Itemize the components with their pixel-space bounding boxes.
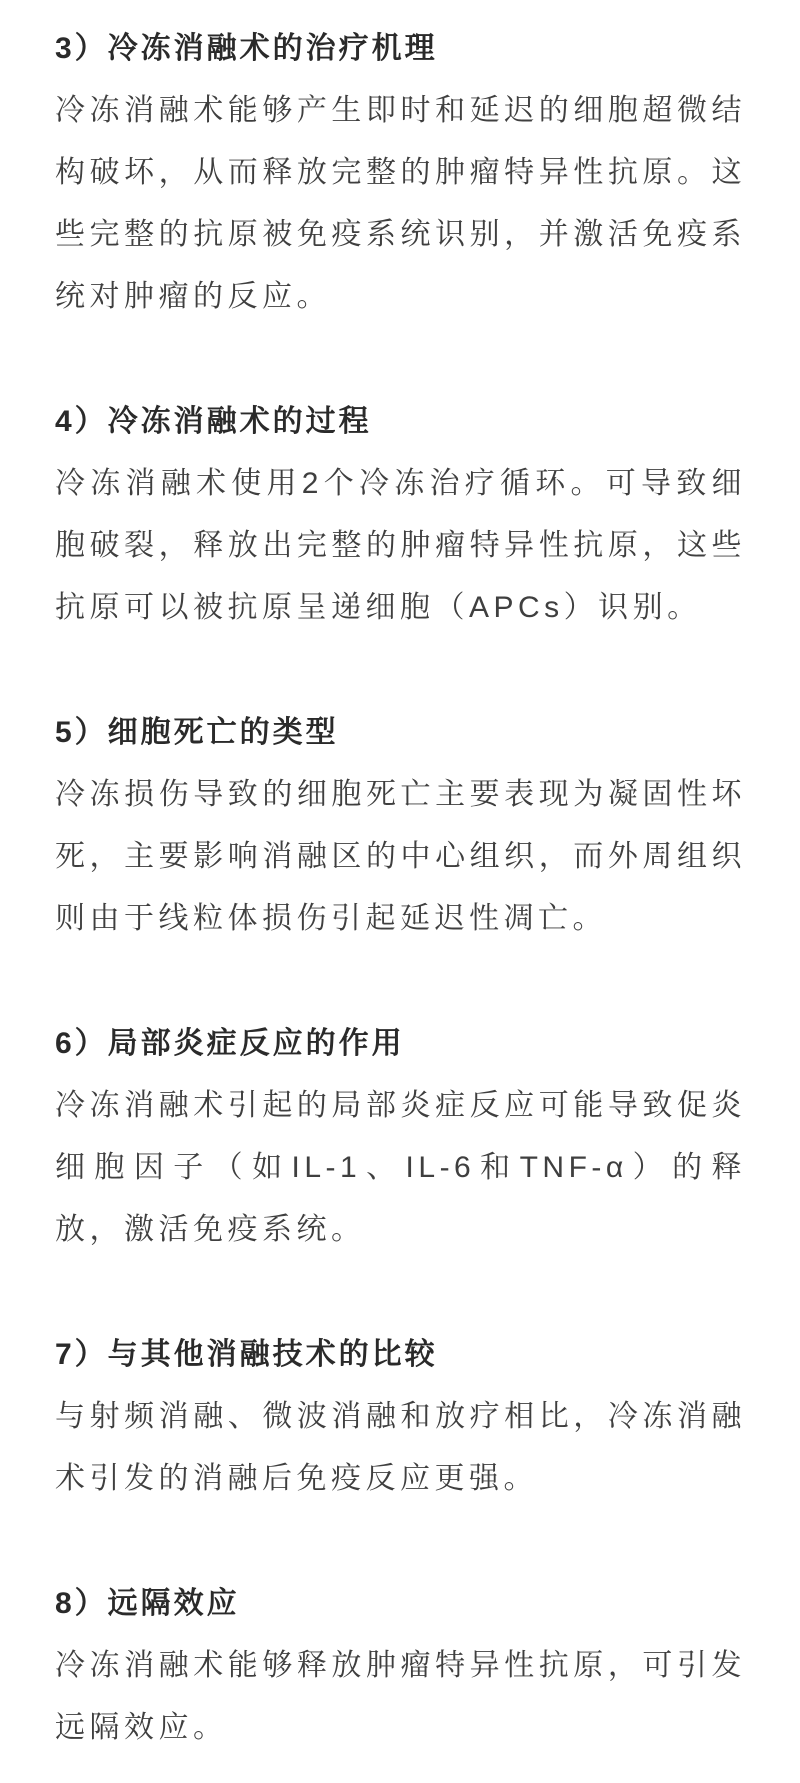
section-heading: 6）局部炎症反应的作用 xyxy=(55,1027,405,1060)
section-body: 冷冻损伤导致的细胞死亡主要表现为凝固性坏死，主要影响消融区的中心组织，而外周组织则由于线粒体损伤引起延迟性凋亡。 xyxy=(55,778,746,935)
section-heading: 4）冷冻消融术的过程 xyxy=(55,405,372,438)
section-4 xyxy=(55,391,746,639)
section-heading: 5）细胞死亡的类型 xyxy=(55,716,339,749)
section-heading: 7）与其他消融技术的比较 xyxy=(55,1338,438,1371)
section-6 xyxy=(55,1013,746,1261)
section-body: 与射频消融、微波消融和放疗相比，冷冻消融术引发的消融后免疫反应更强。 xyxy=(55,1400,746,1495)
section-3 xyxy=(55,18,746,328)
section-body: 冷冻消融术能够释放肿瘤特异性抗原，可引发远隔效应。 xyxy=(55,1649,746,1744)
section-heading: 3）冷冻消融术的治疗机理 xyxy=(55,32,438,65)
section-body: 冷冻消融术引起的局部炎症反应可能导致促炎细胞因子（如IL-1、IL-6和TNF-α）的释放，激活免疫系统。 xyxy=(55,1089,746,1246)
section-body: 冷冻消融术使用2个冷冻治疗循环。可导致细胞破裂，释放出完整的肿瘤特异性抗原，这些抗原可以被抗原呈递细胞（APCs）识别。 xyxy=(55,467,746,624)
section-5 xyxy=(55,702,746,950)
section-body: 冷冻消融术能够产生即时和延迟的细胞超微结构破坏，从而释放完整的肿瘤特异性抗原。这些完整的抗原被免疫系统识别，并激活免疫系统对肿瘤的反应。 xyxy=(55,94,746,313)
section-7 xyxy=(55,1324,746,1510)
section-heading: 8）远隔效应 xyxy=(55,1587,240,1620)
section-8 xyxy=(55,1573,746,1759)
